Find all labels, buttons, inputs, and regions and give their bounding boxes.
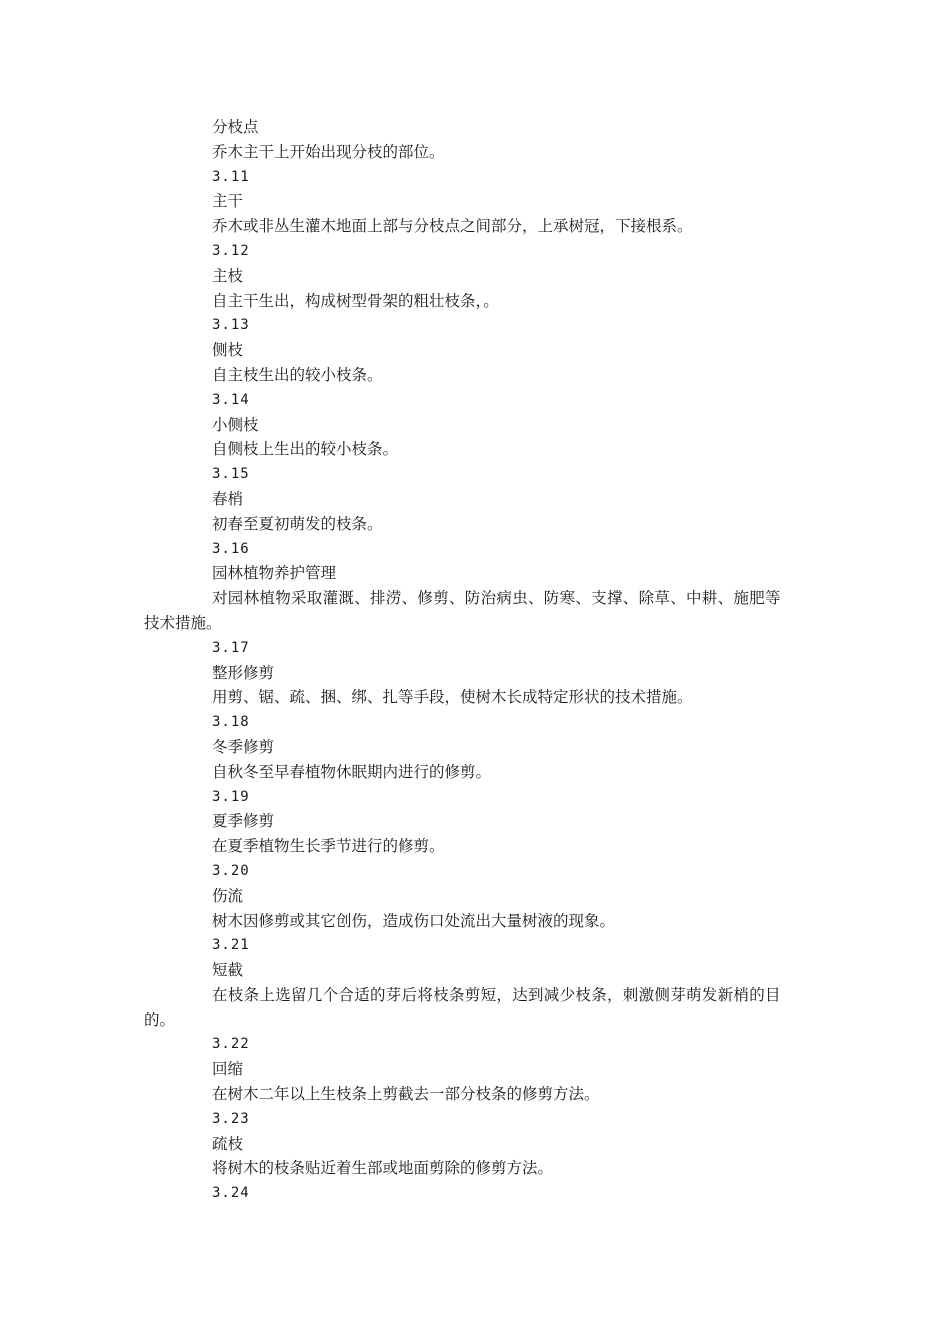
section-number: 3.20	[212, 862, 250, 879]
section-number: 3.14	[212, 391, 250, 408]
term-definition-line-2: 技术措施。	[144, 613, 222, 632]
term-definition: 乔木主干上开始出现分枝的部位。	[212, 142, 445, 161]
term-title: 夏季修剪	[212, 812, 275, 831]
section-number: 3.22	[212, 1036, 250, 1053]
term-definition: 树木因修剪或其它创伤，造成伤口处流出大量树液的现象。	[212, 911, 616, 930]
term-definition: 自秋冬至早春植物休眠期内进行的修剪。	[212, 762, 492, 781]
term-definition: 自主干生出，构成树型骨架的粗壮枝条，。	[212, 291, 499, 310]
term-title: 整形修剪	[212, 663, 275, 682]
term-definition-line-1: 在枝条上选留几个合适的芽后将枝条剪短，达到减少枝条，刺激侧芽萌发新梢的目	[212, 985, 781, 1004]
term-title: 主枝	[212, 266, 244, 285]
term-definition: 自侧枝上生出的较小枝条。	[212, 440, 399, 459]
section-number: 3.15	[212, 466, 250, 483]
section-number: 3.12	[212, 242, 250, 259]
term-definition: 乔木或非丛生灌木地面上部与分枝点之间部分，上承树冠，下接根系。	[212, 217, 693, 236]
term-title: 短截	[212, 961, 244, 980]
section-number: 3.17	[212, 639, 250, 656]
term-definition: 用剪、锯、疏、捆、绑、扎等手段，使树木长成特定形状的技术措施。	[212, 688, 693, 707]
section-number: 3.24	[212, 1185, 250, 1202]
term-title: 回缩	[212, 1060, 244, 1079]
term-title: 春梢	[212, 489, 244, 508]
section-number: 3.13	[212, 317, 250, 334]
term-title: 冬季修剪	[212, 737, 275, 756]
term-definition: 将树木的枝条贴近着生部或地面剪除的修剪方法。	[212, 1159, 554, 1178]
term-definition-line-1: 对园林植物采取灌溉、排涝、修剪、防治病虫、防寒、支撑、除草、中耕、施肥等	[212, 589, 781, 608]
document-body	[144, 115, 814, 1206]
term-title: 主干	[212, 192, 244, 211]
term-definition: 在夏季植物生长季节进行的修剪。	[212, 837, 445, 856]
term-title: 园林植物养护管理	[212, 564, 337, 583]
section-number: 3.23	[212, 1110, 250, 1127]
term-definition: 初春至夏初萌发的枝条。	[212, 514, 383, 533]
term-definition-line-2: 的。	[144, 1010, 176, 1029]
term-definition: 自主枝生出的较小枝条。	[212, 365, 383, 384]
section-number: 3.16	[212, 540, 250, 557]
section-number: 3.21	[212, 937, 250, 954]
term-title: 伤流	[212, 886, 244, 905]
term-title: 分枝点	[212, 118, 259, 136]
term-title: 小侧枝	[212, 415, 259, 434]
section-number: 3.19	[212, 788, 250, 805]
section-number: 3.11	[212, 168, 250, 185]
section-number: 3.18	[212, 714, 250, 731]
term-definition: 在树木二年以上生枝条上剪截去一部分枝条的修剪方法。	[212, 1085, 600, 1104]
term-title: 疏枝	[212, 1134, 244, 1153]
term-title: 侧枝	[212, 341, 244, 360]
